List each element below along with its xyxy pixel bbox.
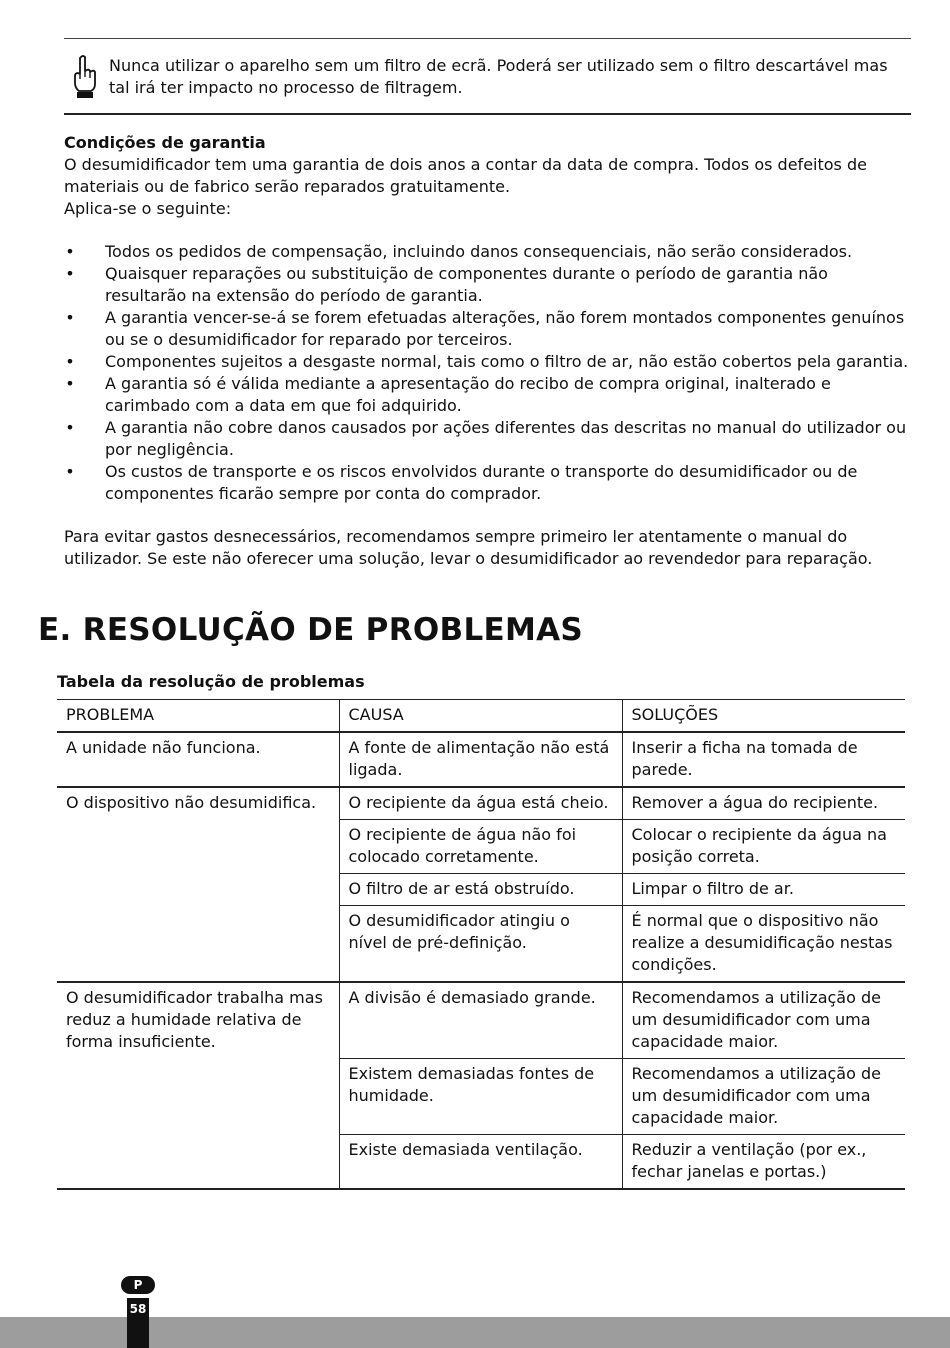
bullet-icon: • <box>65 374 75 393</box>
warranty-heading: Condições de garantia <box>64 133 266 152</box>
cause-cell: O recipiente da água está cheio. <box>339 787 622 820</box>
bullet-icon: • <box>65 462 75 481</box>
solution-cell: Inserir a ficha na tomada de parede. <box>622 732 905 787</box>
solution-cell: Recomendamos a utilização de um desumidificador com uma capacidade maior. <box>622 982 905 1059</box>
warranty-conditions-list <box>64 241 914 505</box>
section-title: E. RESOLUÇÃO DE PROBLEMAS <box>38 612 584 648</box>
bullet-icon: • <box>65 418 75 437</box>
solution-cell: Reduzir a ventilação (por ex., fechar janelas e portas.) <box>622 1135 905 1190</box>
cause-cell: Existe demasiada ventilação. <box>339 1135 622 1190</box>
list-item: • A garantia vencer-se-á se forem efetuadas alterações, não forem montados componentes genuínos ou se o desumidificador for reparado por terceiros. <box>65 308 905 349</box>
note-text: Nunca utilizar o aparelho sem um filtro de ecrã. Poderá ser utilizado sem o filtro descartável mas tal irá ter impacto no processo de filtragem. <box>109 56 888 97</box>
solution-cell: É normal que o dispositivo não realize a desumidificação nestas condições. <box>622 906 905 983</box>
note-top-rule <box>64 38 911 39</box>
troubleshooting-table <box>57 699 905 1190</box>
table-row <box>57 787 905 820</box>
bullet-icon: • <box>65 308 75 327</box>
list-item: • Quaisquer reparações ou substituição de componentes durante o período de garantia não resultarão na extensão do período de garantia. <box>65 264 828 305</box>
table-row <box>57 732 905 787</box>
list-item: • Todos os pedidos de compensação, incluindo danos consequenciais, não serão considerados. <box>65 242 853 261</box>
list-item: • A garantia não cobre danos causados por ações diferentes das descritas no manual do utilizador ou por negligência. <box>65 418 907 459</box>
list-item: • Componentes sujeitos a desgaste normal, tais como o filtro de ar, não estão cobertos pela garantia. <box>65 352 909 371</box>
cause-cell: A divisão é demasiado grande. <box>339 982 622 1059</box>
problem-cell: O desumidificador trabalha mas reduz a humidade relativa de forma insuficiente. <box>57 982 339 1189</box>
table-row <box>57 982 905 1059</box>
warranty-applies: Aplica-se o seguinte: <box>64 199 232 218</box>
column-header-problem: PROBLEMA <box>57 700 339 733</box>
bullet-icon: • <box>65 352 75 371</box>
table-caption: Tabela da resolução de problemas <box>57 672 365 691</box>
cause-cell: A fonte de alimentação não está ligada. <box>339 732 622 787</box>
pointing-hand-icon <box>70 54 98 100</box>
warranty-intro: O desumidificador tem uma garantia de dois anos a contar da data de compra. Todos os defeitos de materiais ou de fabrico serão reparados gratuitamente. <box>64 155 867 196</box>
column-header-cause: CAUSA <box>339 700 622 733</box>
solution-cell: Remover a água do recipiente. <box>622 787 905 820</box>
cause-cell: O filtro de ar está obstruído. <box>339 874 622 906</box>
problem-cell: A unidade não funciona. <box>57 732 339 787</box>
problem-cell: O dispositivo não desumidifica. <box>57 787 339 982</box>
bullet-icon: • <box>65 242 75 261</box>
table-header-row <box>57 700 905 733</box>
note-bottom-rule <box>64 113 911 115</box>
cause-cell: O recipiente de água não foi colocado corretamente. <box>339 820 622 874</box>
page-number: 58 <box>129 1302 147 1316</box>
bullet-icon: • <box>65 264 75 283</box>
list-item: • Os custos de transporte e os riscos envolvidos durante o transporte do desumidificador ou de componentes ficarão sempre por conta do comprador. <box>65 462 858 503</box>
list-item: • A garantia só é válida mediante a apresentação do recibo de compra original, inalterado e carimbado com a data em que foi adquirido. <box>65 374 831 415</box>
solution-cell: Recomendamos a utilização de um desumidificador com uma capacidade maior. <box>622 1059 905 1135</box>
solution-cell: Limpar o filtro de ar. <box>622 874 905 906</box>
solution-cell: Colocar o recipiente da água na posição correta. <box>622 820 905 874</box>
warranty-closing: Para evitar gastos desnecessários, recomendamos sempre primeiro ler atentamente o manual do utilizador. Se este não oferecer uma solução, levar o desumidificador ao revendedor para reparação. <box>64 527 873 568</box>
column-header-solutions: SOLUÇÕES <box>622 700 905 733</box>
cause-cell: Existem demasiadas fontes de humidade. <box>339 1059 622 1135</box>
warranty-section <box>64 132 914 570</box>
cause-cell: O desumidificador atingiu o nível de pré-definição. <box>339 906 622 983</box>
language-badge: P <box>121 1276 155 1294</box>
